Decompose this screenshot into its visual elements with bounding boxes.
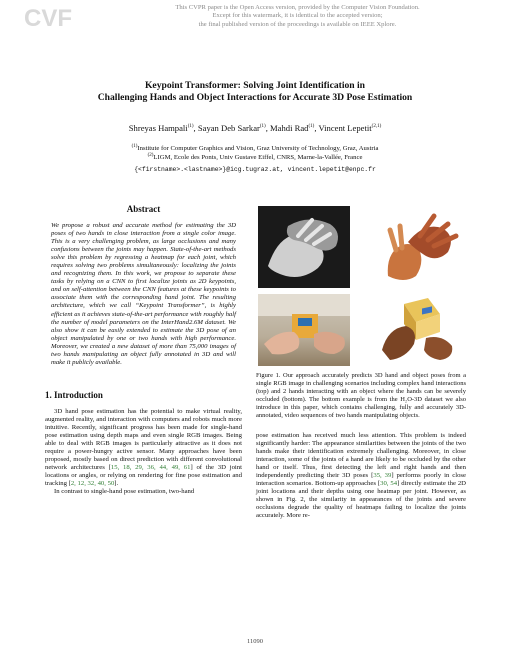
page-number: 11090 (246, 638, 263, 645)
introduction-heading: 1. Introduction (45, 389, 103, 400)
hands-3d-render-icon (368, 206, 462, 288)
intro-paragraph: In contrast to single-hand pose estimation, two-hand (54, 488, 195, 496)
figure-image-hands-interaction (258, 206, 350, 288)
intro-paragraph: 3D hand pose estimation has the potential to make virtual reality, augmented reality, and interaction with computers and robots much more intuitive. Recently, significant progress has been made for single-hand pose estimation using depth maps and even single RGB images. Being able to deal with RGB images is particularly attractive as it does not require a power-hungry active sensor. Many approaches have been proposed, mostly based on direct prediction with different convolutional network architectures [15, 18, 29, 36, 44, 49, 61] of the 3D joint locations or angles, or relying on rendering for fine pose estimation and tracking [2, 12, 32, 40, 50]. (45, 407, 242, 488)
affiliation-line: $^{(1)}$Institute for Computer Graphics and Vision, Graz University of Technology, Graz, Austria (131, 143, 379, 152)
figure-image-hands-object-3d (368, 294, 462, 366)
figure-1-caption: Figure 1. Our approach accurately predicts 3D hand and object poses from a single RGB image in challenging scenarios including complex hand interactions (top) and 2 hands interacting with an object where the hands can be severely occluded (bottom). The bottom example is from the H₂O-3D dataset we also introduce in this paper, which contains challenging, fully and accurately 3D-annotated, video sequences of two hands manipulating objects. (256, 372, 466, 419)
citation-link[interactable]: 2, 12, 32, 40, 50 (70, 480, 115, 488)
banner-line: Except for this watermark, it is identical to the accepted version; (212, 12, 383, 20)
author: Shreyas Hampali$^{(1)}$, (128, 123, 198, 133)
figure-image-hands-3d (368, 206, 462, 288)
author: Mahdi Rad$^{(1)}$, (270, 123, 319, 133)
banner-line: This CVPR paper is the Open Access version, provided by the Computer Vision Foundation. (175, 4, 420, 11)
author: Vincent Lepetit$^{(2,1)}$ (318, 123, 382, 133)
title-line: Keypoint Transformer: Solving Joint Identification in (144, 80, 366, 91)
citation-link[interactable]: 35, 39 (373, 472, 392, 480)
affiliations (40, 144, 470, 162)
citation-link[interactable]: 15, 18, 29, 36, 44, 49, 61 (110, 464, 191, 472)
figure-1 (256, 206, 466, 366)
right-column (256, 206, 466, 521)
abstract-heading: Abstract (126, 204, 161, 214)
figure-image-hands-object-photo (258, 294, 350, 366)
title-line: Challenging Hands and Object Interactions for Accurate 3D Pose Estimation (97, 91, 413, 103)
left-column (45, 204, 242, 496)
citation-link[interactable]: 30, 54 (380, 480, 398, 488)
paper-title (40, 80, 470, 103)
author: Sayan Deb Sarkar$^{(1)}$, (197, 123, 271, 133)
intro-paragraph-continued: pose estimation has received much less attention. This problem is indeed significantly harder: The appearance similarities between the joints of the two hands make their identification extremely challenging. Moreover, in close interaction, some of the joints of a hand are likely to be occluded by the other hand or itself. Thus, first detecting the left and right hands and then independently predicting their 3D poses [35, 39] performs poorly in close interaction scenarios. Bottom-up approaches [30, 54] directly estimate the 2D joint locations and their depths using one heatmap per joint. However, as shown in Fig. 2, the similarity in appearances of the joints and severe occlusions degrade the quality of heatmaps failing to localize the joints accurately. More re- (256, 432, 467, 520)
hands-object-photo-icon (258, 294, 350, 366)
author-list (40, 123, 470, 133)
banner-line: the final published version of the proceedings is available on IEEE Xplore. (198, 20, 397, 28)
cvf-logo-text: CVF (24, 5, 72, 30)
open-access-banner (95, 4, 500, 29)
affiliation-line: $^{(2)}$LIGM, Ecole des Ponts, Univ Gustave Eiffel, CNRS, Marne-la-Vallée, France (147, 152, 363, 161)
hands-render-icon (258, 206, 350, 288)
hands-object-3d-icon (368, 294, 462, 366)
abstract-text: We propose a robust and accurate method for estimating the 3D poses of two hands in close interaction from a single color image. This is a very challenging problem, as large occlusions and many confusions between the joints may happen. State-of-the-art methods solve this problem by regressing a heatmap for each joint, which requires solving two problems simultaneously: localizing the joints and recognizing them. In this work, we propose to separate these tasks by relying on a CNN to first localize joints as 2D keypoints, and on self-attention between the CNN features at these keypoints to associate them with the corresponding hand joint. The resulting architecture, which we call “Keypoint Transformer”, is highly efficient as it achieves state-of-the-art performance with roughly half the number of model parameters on the InterHand2.6M dataset. We also show it can be easily extended to estimate the 3D pose of an object manipulated by one or two hands with high performance. Moreover, we created a new dataset of more than 75,000 images of two hands manipulating an object fully annotated in 3D and will make it publicly available. (51, 222, 236, 366)
author-emails: {<firstname>.<lastname>}@icg.tugraz.at, vincent.lepetit@enpc.fr (134, 166, 376, 173)
cvf-logo (22, 4, 92, 30)
